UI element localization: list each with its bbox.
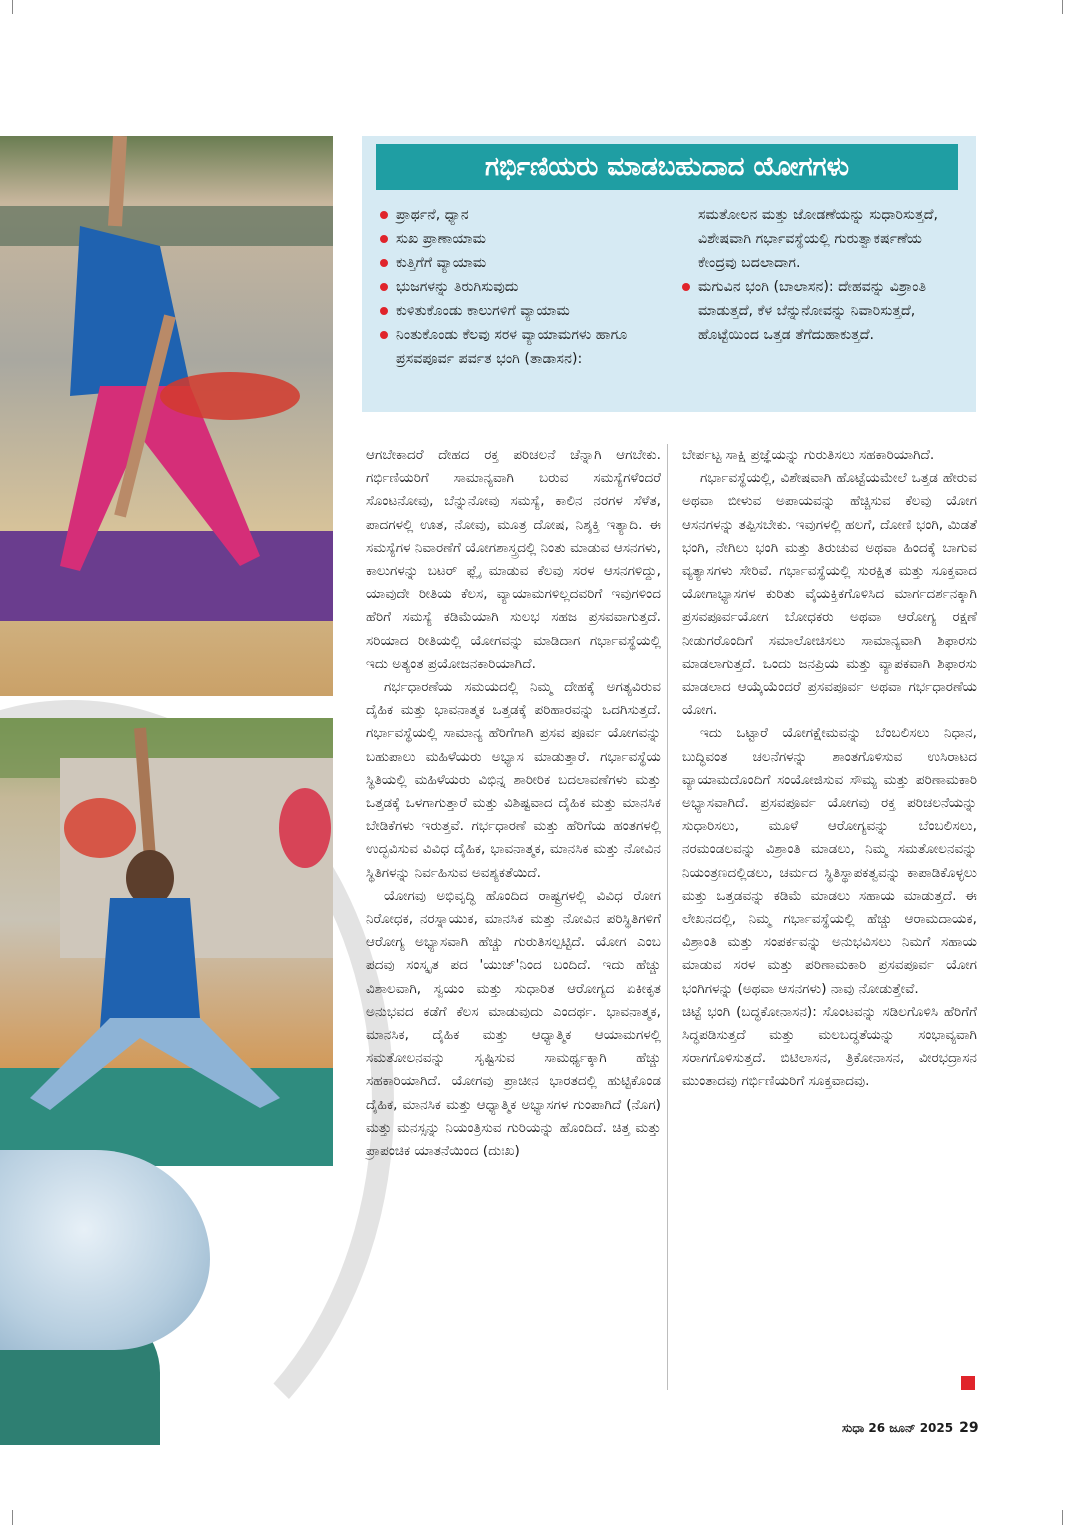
page-footer: [842, 1420, 979, 1436]
list-item: ಭುಜಗಳನ್ನು ತಿರುಗಿಸುವುದು: [380, 275, 680, 299]
crop-mark: [1062, 1510, 1063, 1525]
purple-mat: [0, 531, 333, 621]
magazine-issue: ಸುಧಾ 26 ಜೂನ್ 2025: [842, 1421, 954, 1435]
photo-triangle-pose: [0, 136, 333, 696]
page-number: 29: [959, 1420, 979, 1436]
crop-mark: [1062, 0, 1063, 14]
list-item-continuation: ಸಮತೋಲನ ಮತ್ತು ಜೋಡಣೆಯನ್ನು ಸುಧಾರಿಸುತ್ತದೆ, ವಿಶೇಷವಾಗಿ ಗರ್ಭಾವಸ್ಥೆಯಲ್ಲಿ ಗುರುತ್ವಾಕರ್ಷಣೆಯ ಕೇಂದ್ರವು ಬದಲಾದಾಗ.: [698, 207, 938, 271]
paragraph: ಗರ್ಭಾವಸ್ಥೆಯಲ್ಲಿ, ವಿಶೇಷವಾಗಿ ಹೊಟ್ಟೆಯಮೇಲೆ ಒತ್ತಡ ಹೇರುವ ಅಥವಾ ಬೀಳುವ ಅಪಾಯವನ್ನು ಹೆಚ್ಚಿಸುವ ಕೆಲವು ಯೋಗ ಆಸನಗಳನ್ನು ತಪ್ಪಿಸಬೇಕು. ಇವುಗಳಲ್ಲಿ ಹಲಗೆ, ದೋಣಿ ಭಂಗಿ, ಮಿಡತೆ ಭಂಗಿ, ನೇಗಿಲು ಭಂಗಿ ಮತ್ತು ತಿರುಚುವ ಅಥವಾ ಹಿಂದಕ್ಕೆ ಬಾಗುವ ವ್ಯತ್ಯಾಸಗಳು ಸೇರಿವೆ. ಗರ್ಭಾವಸ್ಥೆಯಲ್ಲಿ ಸುರಕ್ಷಿತ ಮತ್ತು ಸೂಕ್ತವಾದ ಯೋಗಾಭ್ಯಾಸಗಳ ಕುರಿತು ವೈಯಕ್ತಿಕಗೊಳಿಸಿದ ಮಾರ್ಗದರ್ಶನಕ್ಕಾಗಿ ಪ್ರಸವಪೂರ್ವಯೋಗ ಬೋಧಕರು ಅಥವಾ ಆರೋಗ್ಯ ರಕ್ಷಣೆ ನೀಡುಗರೊಂದಿಗೆ ಸಮಾಲೋಚಿಸಲು ಸಾಮಾನ್ಯವಾಗಿ ಶಿಫಾರಸು ಮಾಡಲಾಗುತ್ತದೆ. ಒಂದು ಜನಪ್ರಿಯ ಮತ್ತು ವ್ಯಾಪಕವಾಗಿ ಶಿಫಾರಸು ಮಾಡಲಾದ ಆಯ್ಕೆಯೆಂದರೆ ಪ್ರಸವಪೂರ್ವ ಅಥವಾ ಗರ್ಭಧಾರಣೆಯ ಯೋಗ.: [682, 470, 977, 719]
paragraph: ಆಗಬೇಕಾದರೆ ದೇಹದ ರಕ್ತ ಪರಿಚಲನೆ ಚೆನ್ನಾಗಿ ಆಗಬೇಕು. ಗರ್ಭಿಣಿಯರಿಗೆ ಸಾಮಾನ್ಯವಾಗಿ ಬರುವ ಸಮಸ್ಯೆಗಳೆಂದರೆ ಸೊಂಟನೋವು, ಬೆನ್ನುನೋವು ಸಮಸ್ಯೆ, ಕಾಲಿನ ನರಗಳ ಸೆಳೆತ, ಪಾದಗಳಲ್ಲಿ ಊತ, ನೋವು, ಮೂತ್ರ ದೋಷ, ನಿಶ್ಶಕ್ತಿ ಇತ್ಯಾದಿ. ಈ ಸಮಸ್ಯೆಗಳ ನಿವಾರಣೆಗೆ ಯೋಗಶಾಸ್ತ್ರದಲ್ಲಿ ನಿಂತು ಮಾಡುವ ಆಸನಗಳು, ಕಾಲುಗಳನ್ನು ಬಟರ್ ಫ್ಲೈ ಮಾಡುವ ಕೆಲವು ಸರಳ ಆಸನಗಳಿದ್ದು, ಯಾವುದೇ ರೀತಿಯ ಕೆಲಸ, ವ್ಯಾಯಾಮಗಳಿಲ್ಲದವರಿಗೆ ಇವುಗಳಿಂದ ಹೆರಿಗೆ ಸಮಸ್ಯೆ ಕಡಿಮೆಯಾಗಿ ಸುಲಭ ಸಹಜ ಪ್ರಸವವಾಗುತ್ತದೆ. ಸರಿಯಾದ ರೀತಿಯಲ್ಲಿ ಯೋಗವನ್ನು ಮಾಡಿದಾಗ ಗರ್ಭಾವಸ್ಥೆಯಲ್ಲಿ ಇದು ಅತ್ಯಂತ ಪ್ರಯೋಜನಕಾರಿಯಾಗಿದೆ.: [366, 447, 661, 672]
article-column-2: [682, 444, 977, 1094]
paragraph: ಇದು ಒಟ್ಟಾರೆ ಯೋಗಕ್ಷೇಮವನ್ನು ಬೆಂಬಲಿಸಲು ನಿಧಾನ, ಬುದ್ಧಿವಂತ ಚಲನೆಗಳನ್ನು ಶಾಂತಗೊಳಿಸುವ ಉಸಿರಾಟದ ವ್ಯಾಯಾಮದೊಂದಿಗೆ ಸಂಯೋಜಿಸುವ ಸೌಮ್ಯ ಮತ್ತು ಪರಿಣಾಮಕಾರಿ ಅಭ್ಯಾಸವಾಗಿದೆ. ಪ್ರಸವಪೂರ್ವ ಯೋಗವು ರಕ್ತ ಪರಿಚಲನೆಯನ್ನು ಸುಧಾರಿಸಲು, ಮೂಳೆ ಆರೋಗ್ಯವನ್ನು ಬೆಂಬಲಿಸಲು, ನರಮಂಡಲವನ್ನು ವಿಶ್ರಾಂತಿ ಮಾಡಲು, ನಿಮ್ಮ ಸಮತೋಲನವನ್ನು ನಿಯಂತ್ರಣದಲ್ಲಿಡಲು, ಚರ್ಮದ ಸ್ಥಿತಿಸ್ಥಾಪಕತ್ವವನ್ನು ಕಾಪಾಡಿಕೊಳ್ಳಲು ಮತ್ತು ಒತ್ತಡವನ್ನು ಕಡಿಮೆ ಮಾಡಲು ಸಹಾಯ ಮಾಡುತ್ತದೆ. ಈ ಲೇಖನದಲ್ಲಿ, ನಿಮ್ಮ ಗರ್ಭಾವಸ್ಥೆಯಲ್ಲಿ ಹೆಚ್ಚು ಆರಾಮದಾಯಕ, ವಿಶ್ರಾಂತಿ ಮತ್ತು ಸಂಪರ್ಕವನ್ನು ಅನುಭವಿಸಲು ನಿಮಗೆ ಸಹಾಯ ಮಾಡುವ ಸರಳ ಮತ್ತು ಪರಿಣಾಮಕಾರಿ ಪ್ರಸವಪೂರ್ವ ಯೋಗ ಭಂಗಿಗಳನ್ನು (ಅಥವಾ ಆಸನಗಳು) ನಾವು ನೋಡುತ್ತೇವೆ.: [682, 725, 977, 997]
photo-warrior-pose: [0, 718, 333, 1166]
crop-mark: [12, 1510, 13, 1525]
article-end-mark: [961, 1376, 975, 1390]
paragraph: ಬೇರ್ಪಟ್ಟ ಸಾಕ್ಷಿ ಪ್ರಜ್ಞೆಯನ್ನು ಗುರುತಿಸಲು ಸಹಕಾರಿಯಾಗಿದೆ.: [682, 447, 935, 463]
list-item: ನಿಂತುಕೊಂಡು ಕೆಲವು ಸರಳ ವ್ಯಾಯಾಮಗಳು ಹಾಗೂ ಪ್ರಸವಪೂರ್ವ ಪರ್ವತ ಭಂಗಿ (ತಾಡಾಸನ):: [380, 323, 680, 371]
list-item: ಕುತ್ತಿಗೆಗೆ ವ್ಯಾಯಾಮ: [380, 251, 680, 275]
info-box-title: ಗರ್ಭಿಣಿಯರು ಮಾಡಬಹುದಾದ ಯೋಗಗಳು: [376, 144, 958, 190]
paragraph: ಗರ್ಭಧಾರಣೆಯ ಸಮಯದಲ್ಲಿ ನಿಮ್ಮ ದೇಹಕ್ಕೆ ಅಗತ್ಯವಿರುವ ದೈಹಿಕ ಮತ್ತು ಭಾವನಾತ್ಮಕ ಒತ್ತಡಕ್ಕೆ ಪರಿಹಾರವನ್ನು ಒದಗಿಸುತ್ತದೆ. ಗರ್ಭಾವಸ್ಥೆಯಲ್ಲಿ ಸಾಮಾನ್ಯ ಹೆರಿಗೆಗಾಗಿ ಪ್ರಸವ ಪೂರ್ವ ಯೋಗವನ್ನು ಬಹುಪಾಲು ಮಹಿಳೆಯರು ಅಭ್ಯಾಸ ಮಾಡುತ್ತಾರೆ. ಗರ್ಭಾವಸ್ಥೆಯ ಸ್ಥಿತಿಯಲ್ಲಿ ಮಹಿಳೆಯರು ವಿಭಿನ್ನ ಶಾರೀರಿಕ ಬದಲಾವಣೆಗಳು ಮತ್ತು ಒತ್ತಡಕ್ಕೆ ಒಳಗಾಗುತ್ತಾರೆ ಮತ್ತು ವಿಶಿಷ್ಟವಾದ ದೈಹಿಕ ಮತ್ತು ಮಾನಸಿಕ ಬೇಡಿಕೆಗಳು ಇರುತ್ತವೆ. ಗರ್ಭಧಾರಣೆ ಮತ್ತು ಹೆರಿಗೆಯ ಹಂತಗಳಲ್ಲಿ ಉದ್ಭವಿಸುವ ವಿವಿಧ ದೈಹಿಕ, ಭಾವನಾತ್ಮಕ, ಮಾನಸಿಕ ಮತ್ತು ನೋವಿನ ಸ್ಥಿತಿಗಳನ್ನು ನಿರ್ವಹಿಸುವ ಅವಶ್ಯಕತೆಯಿದೆ.: [366, 679, 661, 881]
photo-triangle-pose-figure: [0, 136, 333, 696]
column-divider: [667, 444, 668, 1390]
info-box-list-left: [380, 203, 680, 371]
list-item: ಸುಖ ಪ್ರಾಣಾಯಾಮ: [380, 227, 680, 251]
crop-mark: [12, 0, 13, 14]
list-item: ಪ್ರಾರ್ಥನೆ, ಧ್ಯಾನ: [380, 203, 680, 227]
list-item: ಮಗುವಿನ ಭಂಗಿ (ಬಾಲಾಸನ): ದೇಹವನ್ನು ವಿಶ್ರಾಂತಿ ಮಾಡುತ್ತದೆ, ಕೆಳ ಬೆನ್ನುನೋವನ್ನು ನಿವಾರಿಸುತ್ತದೆ, ಹೊಟ್ಟೆಯಿಂದ ಒತ್ತಡ ತೆಗೆದುಹಾಕುತ್ತದೆ.: [682, 275, 962, 347]
photo-warrior-pose-figure: [0, 718, 333, 1166]
article-column-1: [366, 444, 661, 1163]
paragraph: ಯೋಗವು ಅಭಿವೃದ್ಧಿ ಹೊಂದಿದ ರಾಷ್ಟ್ರಗಳಲ್ಲಿ ವಿವಿಧ ರೋಗ ನಿರೋಧಕ, ನರಸ್ನಾಯುಕ, ಮಾನಸಿಕ ಮತ್ತು ನೋವಿನ ಪರಿಸ್ಥಿತಿಗಳಿಗೆ ಆರೋಗ್ಯ ಅಭ್ಯಾಸವಾಗಿ ಹೆಚ್ಚು ಗುರುತಿಸಲ್ಪಟ್ಟಿದೆ. ಯೋಗ ಎಂಬ ಪದವು ಸಂಸ್ಕೃತ ಪದ 'ಯುಜ್'ನಿಂದ ಬಂದಿದೆ. ಇದು ಹೆಚ್ಚು ವಿಶಾಲವಾಗಿ, ಸ್ವಯಂ ಮತ್ತು ಸುಧಾರಿತ ಆರೋಗ್ಯದ ಏಕೀಕೃತ ಅನುಭವದ ಕಡೆಗೆ ಕೆಲಸ ಮಾಡುವುದು ಎಂದರ್ಥ. ಭಾವನಾತ್ಮಕ, ಮಾನಸಿಕ, ದೈಹಿಕ ಮತ್ತು ಆಧ್ಯಾತ್ಮಿಕ ಆಯಾಮಗಳಲ್ಲಿ ಸಮತೋಲನವನ್ನು ಸೃಷ್ಟಿಸುವ ಸಾಮರ್ಥ್ಯಕ್ಕಾಗಿ ಹೆಚ್ಚು ಸಹಕಾರಿಯಾಗಿದೆ. ಯೋಗವು ಪ್ರಾಚೀನ ಭಾರತದಲ್ಲಿ ಹುಟ್ಟಿಕೊಂಡ ದೈಹಿಕ, ಮಾನಸಿಕ ಮತ್ತು ಆಧ್ಯಾತ್ಮಿಕ ಅಭ್ಯಾಸಗಳ ಗುಂಪಾಗಿದೆ (ನೊಗ) ಮತ್ತು ಮನಸ್ಸನ್ನು ನಿಯಂತ್ರಿಸುವ ಗುರಿಯನ್ನು ಹೊಂದಿದೆ. ಚಿತ್ತ ಮತ್ತು ಪ್ರಾಪಂಚಿಕ ಯಾತನೆಯಿಂದ (ದುಃಖ): [366, 887, 661, 1160]
list-item: ಕುಳಿತುಕೊಂಡು ಕಾಲುಗಳಿಗೆ ವ್ಯಾಯಾಮ: [380, 299, 680, 323]
paragraph: ಚಿಟ್ಟೆ ಭಂಗಿ (ಬದ್ಧಕೋನಾಸನ): ಸೊಂಟವನ್ನು ಸಡಿಲಗೊಳಿಸಿ ಹೆರಿಗೆಗೆ ಸಿದ್ಧಪಡಿಸುತ್ತದೆ ಮತ್ತು ಮಲಬದ್ಧತೆಯನ್ನು ಸಂಭಾವ್ಯವಾಗಿ ಸರಾಗಗೊಳಿಸುತ್ತದೆ. ಬಿಟಿಲಾಸನ, ತ್ರಿಕೋನಾಸನ, ವೀರಭದ್ರಾಸನ ಮುಂತಾದವು ಗರ್ಭಿಣಿಯರಿಗೆ ಸೂಕ್ತವಾದವು.: [682, 1003, 977, 1090]
info-box-list-right: [682, 203, 962, 347]
